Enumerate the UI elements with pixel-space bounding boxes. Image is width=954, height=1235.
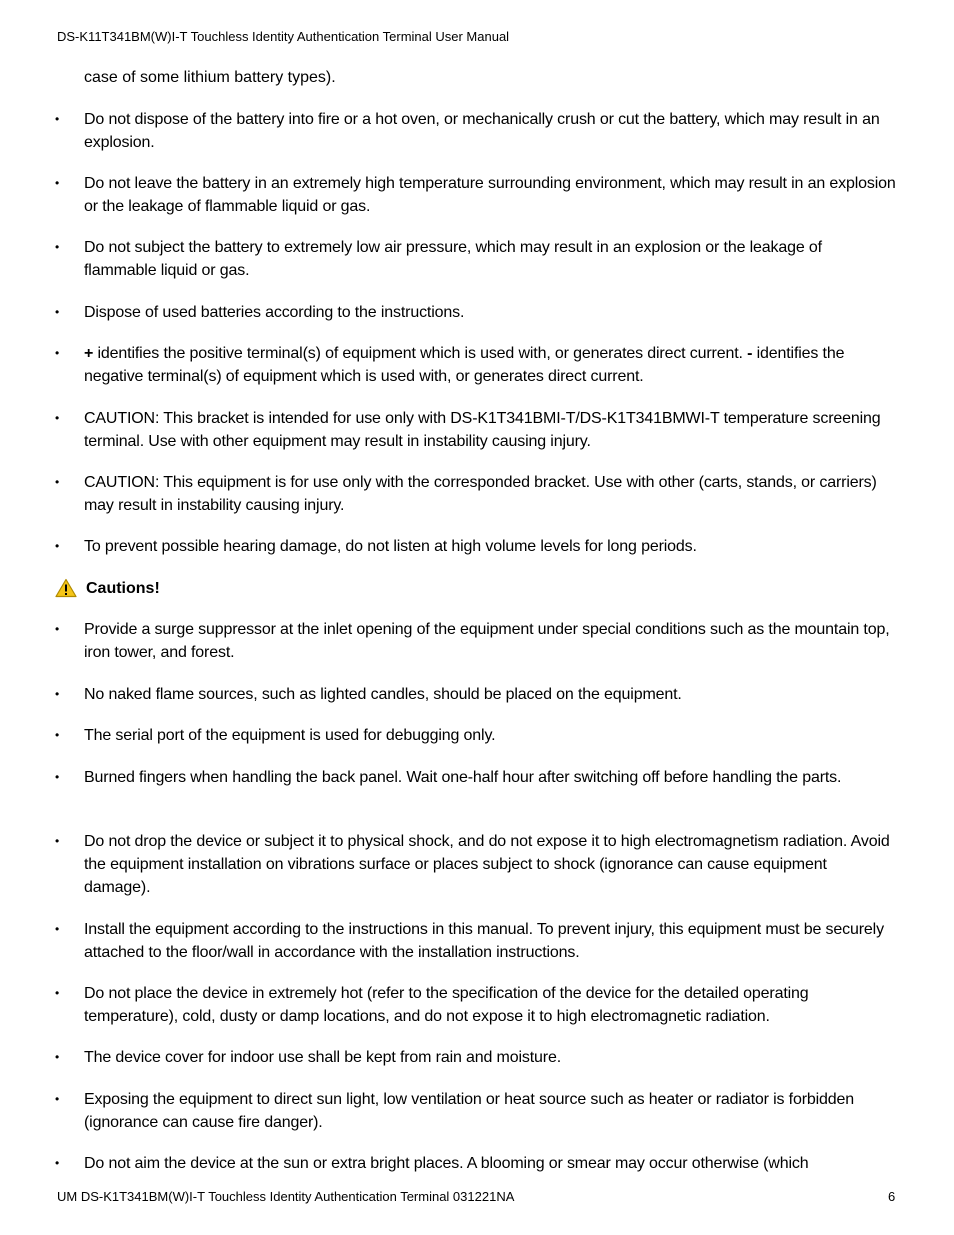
bullet-icon: •	[55, 240, 60, 254]
page-footer: UM DS-K1T341BM(W)I-T Touchless Identity Authentication Terminal 031221NA	[57, 1189, 515, 1204]
list-item-text: Install the equipment according to the instructions in this manual. To prevent injury, this equipment must be securely attached to the floor/wall in accordance with the installation instructions.	[84, 921, 884, 961]
list-item-text: Do not dispose of the battery into fire or a hot oven, or mechanically crush or cut the battery, which may result in an explosion.	[84, 111, 880, 151]
list-item-text: CAUTION: This bracket is intended for use only with DS-K1T341BMI-T/DS-K1T341BMWI-T temperature screening terminal. Use with other equipment may result in instability causing injury.	[84, 410, 881, 450]
bullet-icon: •	[55, 922, 60, 936]
bullet-icon: •	[55, 1050, 60, 1064]
bullet-icon: •	[55, 770, 60, 784]
bullet-icon: •	[55, 475, 60, 489]
bullet-icon: •	[55, 1156, 60, 1170]
list-item-text: Do not leave the battery in an extremely high temperature surrounding environment, which may result in an explosion or the leakage of flammable liquid or gas.	[84, 175, 896, 215]
terminal-text-negative: identifies the negative terminal(s) of equipment which is used with, or generates direct current.	[84, 345, 845, 385]
bullet-icon: •	[55, 176, 60, 190]
list-item-text: Do not drop the device or subject it to physical shock, and do not expose it to high electromagnetism radiation. Avoid the equipment installation on vibrations surface or places subject to shock (ignorance can cause equipment damage).	[84, 833, 890, 896]
bullet-icon: •	[55, 986, 60, 1000]
bullet-icon: •	[55, 539, 60, 553]
list-item-text: Do not aim the device at the sun or extra bright places. A blooming or smear may occur otherwise (which	[84, 1155, 809, 1172]
list-item-text: To prevent possible hearing damage, do not listen at high volume levels for long periods.	[84, 538, 697, 555]
cautions-heading	[55, 576, 160, 600]
bullet-icon: •	[55, 834, 60, 848]
bullet-icon: •	[55, 1092, 60, 1106]
list-item-text: Dispose of used batteries according to the instructions.	[84, 304, 465, 321]
bullet-icon: •	[55, 622, 60, 636]
plus-symbol: +	[84, 345, 94, 362]
continuation-text: case of some lithium battery types).	[84, 69, 336, 86]
terminal-text-positive: identifies the positive terminal(s) of equipment which is used with, or generates direct current.	[93, 345, 748, 362]
list-item-text: No naked flame sources, such as lighted candles, should be placed on the equipment.	[84, 686, 682, 703]
list-item-text	[84, 342, 896, 388]
bullet-icon: •	[55, 305, 60, 319]
list-item-text: Exposing the equipment to direct sun light, low ventilation or heat source such as heater or radiator is forbidden (ignorance can cause fire danger).	[84, 1091, 855, 1131]
minus-symbol: -	[747, 345, 753, 362]
list-item-text: Provide a surge suppressor at the inlet opening of the equipment under special conditions such as the mountain top, iron tower, and forest.	[84, 621, 890, 661]
bullet-icon: •	[55, 411, 60, 425]
list-item-text: CAUTION: This equipment is for use only with the corresponded bracket. Use with other (carts, stands, or carriers) may result in instability causing injury.	[84, 474, 877, 514]
warning-triangle-icon	[55, 578, 77, 598]
page-number: 6	[888, 1189, 896, 1204]
page-header: DS-K11T341BM(W)I-T Touchless Identity Authentication Terminal User Manual	[57, 29, 510, 44]
bullet-icon: •	[55, 346, 60, 360]
list-item-text: Burned fingers when handling the back panel. Wait one-half hour after switching off before handling the parts.	[84, 769, 842, 786]
bullet-icon: •	[55, 687, 60, 701]
list-item-text: The device cover for indoor use shall be kept from rain and moisture.	[84, 1049, 562, 1066]
list-item-text: Do not place the device in extremely hot (refer to the specification of the device for the detailed operating temperature), cold, dusty or damp locations, and do not expose it to high electromagnetic radiation.	[84, 985, 809, 1025]
bullet-icon: •	[55, 728, 60, 742]
cautions-label: Cautions!	[86, 579, 160, 597]
list-item-text: The serial port of the equipment is used for debugging only.	[84, 727, 496, 744]
bullet-icon: •	[55, 112, 60, 126]
list-item-text: Do not subject the battery to extremely low air pressure, which may result in an explosion or the leakage of flammable liquid or gas.	[84, 239, 822, 279]
